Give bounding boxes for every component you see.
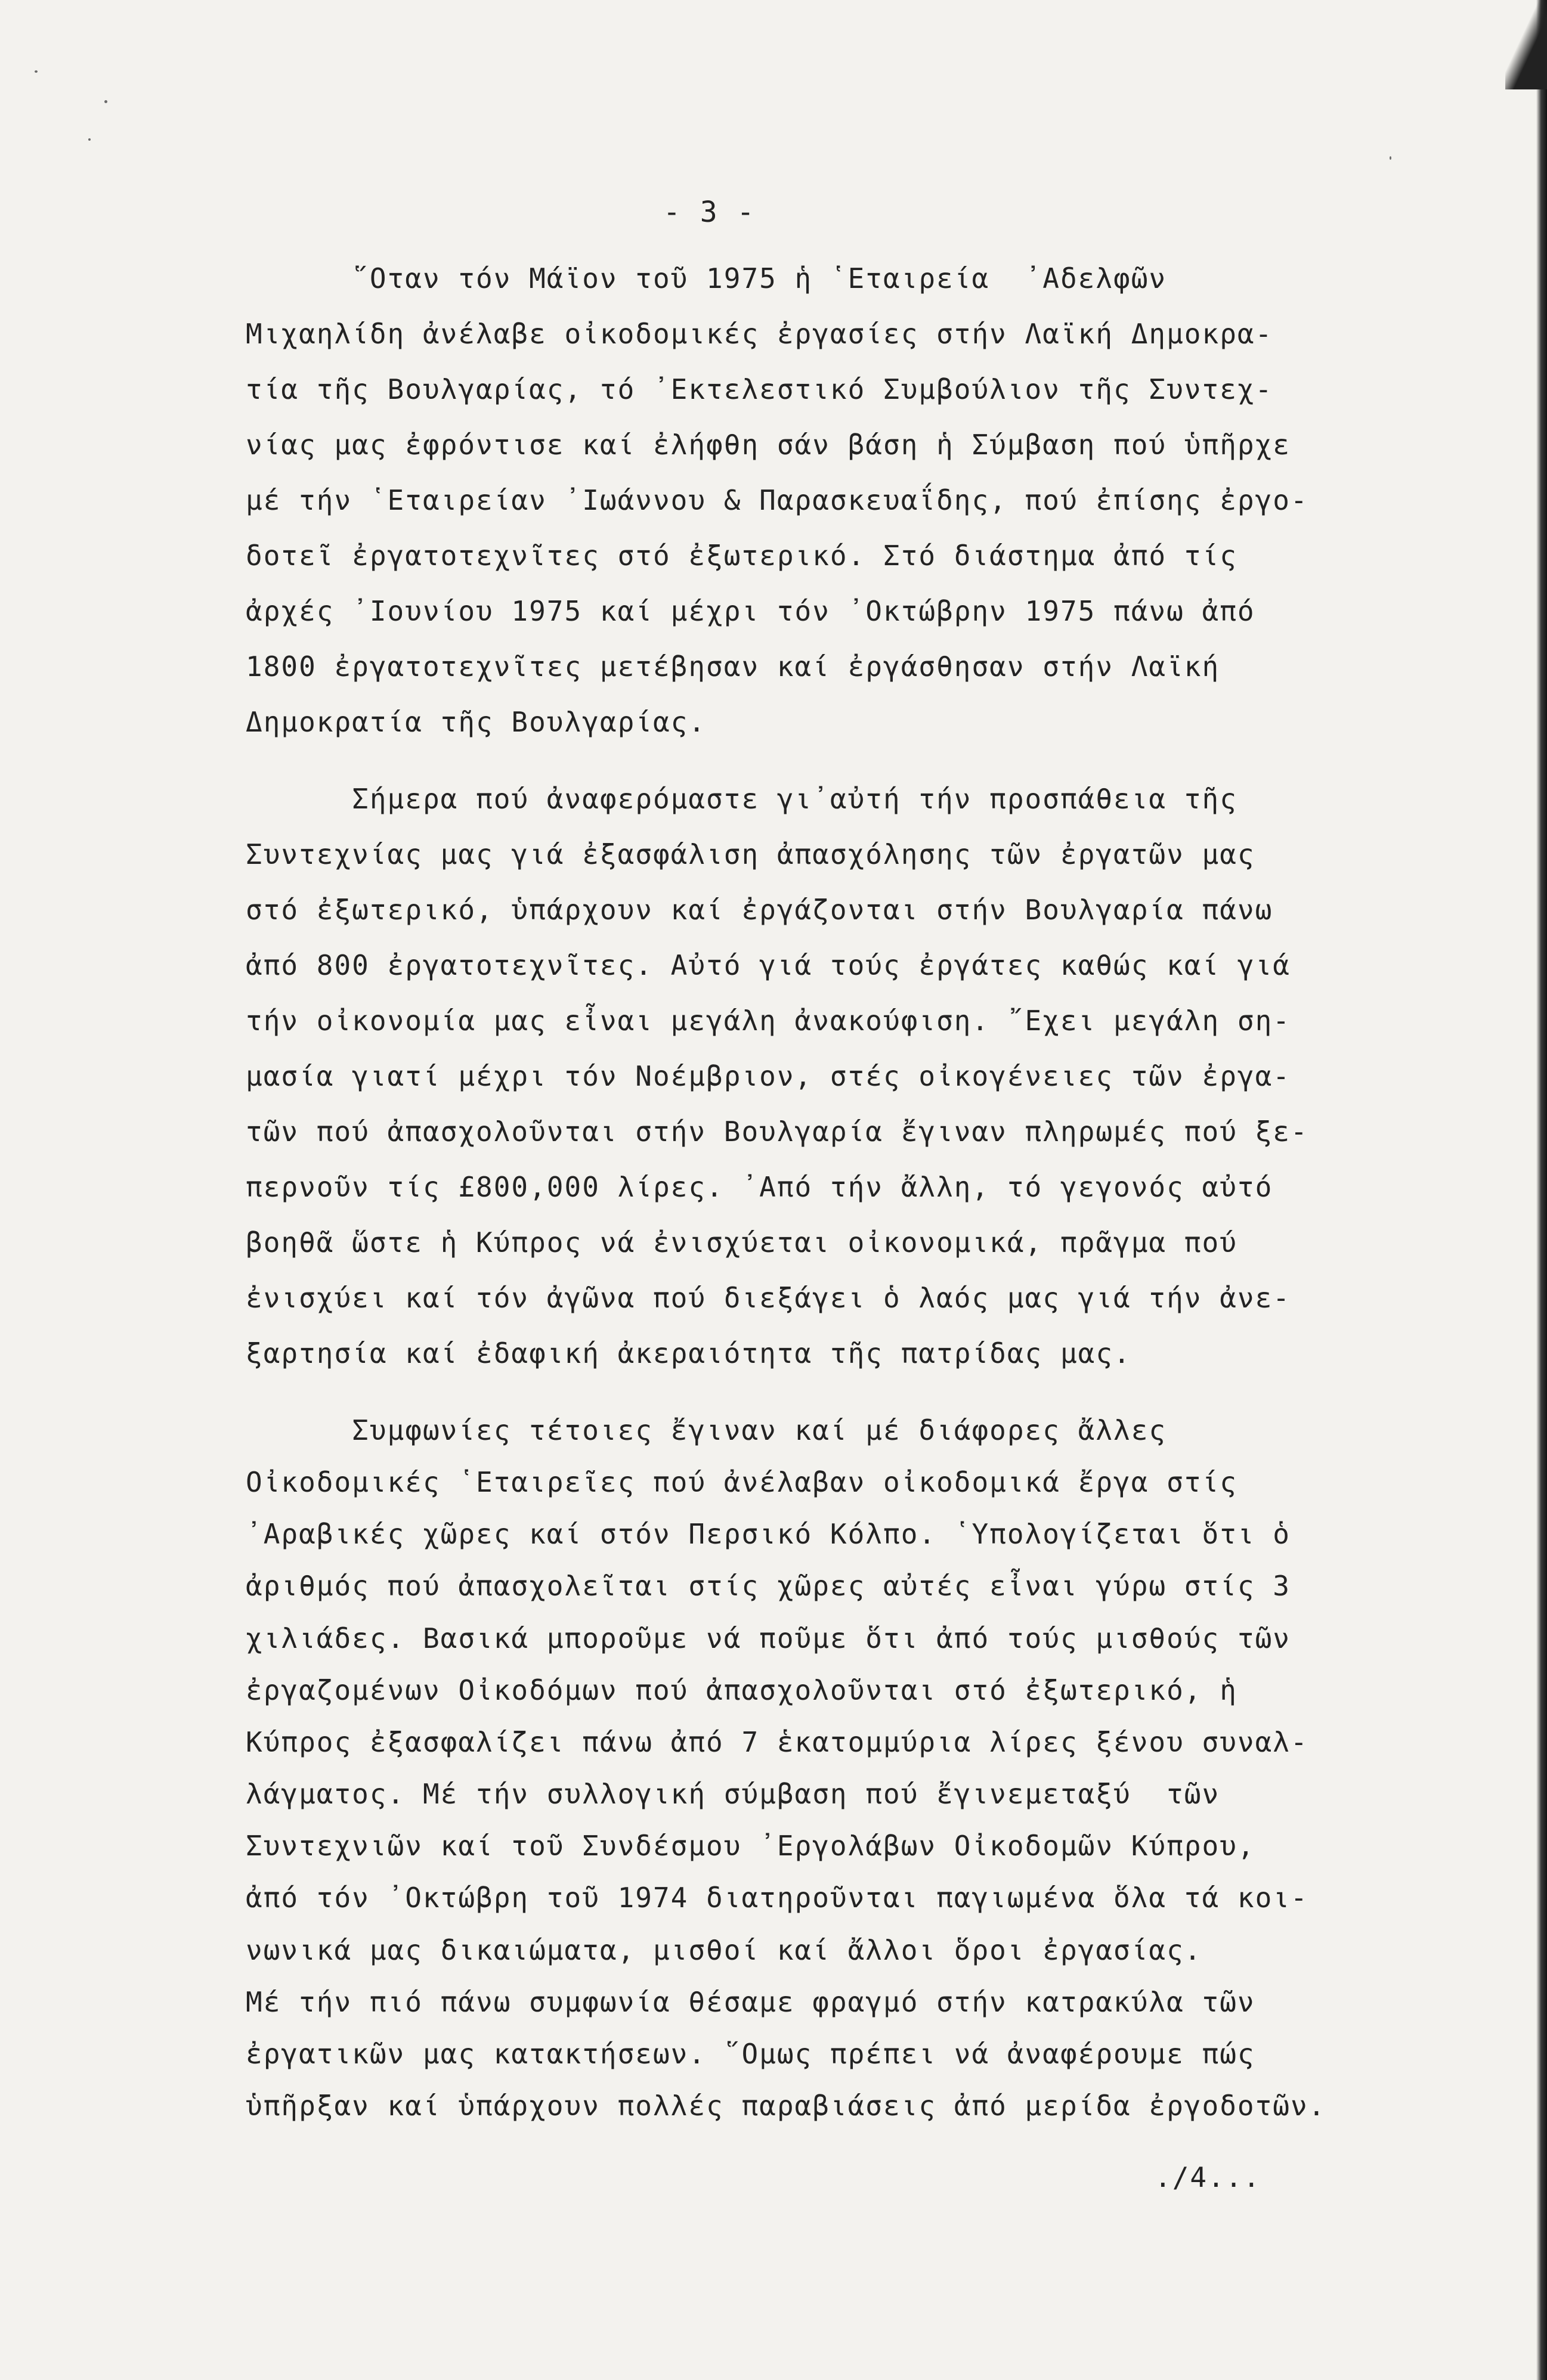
paragraph-line: λάγματος. Μέ τήν συλλογική σύμβαση πού ἔγινεμεταξύ τῶν xyxy=(246,1778,1220,1810)
paragraph-line: ξαρτησία καί ἐδαφική ἀκεραιότητα τῆς πατρίδας μας. xyxy=(246,1337,1131,1369)
paragraph-line: τία τῆς Βουλγαρίας, τό ᾽Εκτελεστικό Συμβούλιον τῆς Συντεχ- xyxy=(246,373,1273,405)
paragraph-line: Συντεχνιῶν καί τοῦ Συνδέσμου ᾽Εργολάβων Οἰκοδομῶν Κύπρου, xyxy=(246,1830,1255,1862)
paragraph-line: μασία γιατί μέχρι τόν Νοέμβριον, στές οἰκογένειες τῶν ἐργα- xyxy=(246,1060,1291,1092)
paragraph-line: Μιχαηλίδη ἀνέλαβε οἰκοδομικές ἐργασίες στήν Λαϊκή Δημοκρα- xyxy=(246,318,1273,350)
paragraph-line: χιλιάδες. Βασικά μποροῦμε νά ποῦμε ὅτι ἀπό τούς μισθούς τῶν xyxy=(246,1622,1291,1654)
continuation-marker: ./4... xyxy=(1155,2161,1261,2193)
scan-speck xyxy=(35,70,38,73)
paragraph-line: ἐνισχύει καί τόν ἀγῶνα πού διεξάγει ὁ λαός μας γιά τήν ἀνε- xyxy=(246,1282,1291,1314)
paragraph-line: ἀρχές ᾽Ιουνίου 1975 καί μέχρι τόν ᾽Οκτώβρην 1975 πάνω ἀπό xyxy=(246,595,1255,627)
paragraph-line: νίας μας ἐφρόντισε καί ἐλήφθη σάν βάση ἡ Σύμβαση πού ὑπῆρχε xyxy=(246,429,1291,461)
paragraph-line: ὑπῆρξαν καί ὑπάρχουν πολλές παραβιάσεις ἀπό μερίδα ἐργοδοτῶν. xyxy=(246,2090,1326,2122)
paragraph-line: Συντεχνίας μας γιά ἐξασφάλιση ἀπασχόλησης τῶν ἐργατῶν μας xyxy=(246,838,1255,870)
paragraph-line: νωνικά μας δικαιώματα, μισθοί καί ἄλλοι ὅροι ἐργασίας. xyxy=(246,1934,1202,1966)
scan-speck xyxy=(104,100,107,103)
paragraph-line: ἀπό τόν ᾽Οκτώβρη τοῦ 1974 διατηροῦνται παγιωμένα ὅλα τά κοι- xyxy=(246,1882,1308,1914)
paragraph-line: Σήμερα πού ἀναφερόμαστε γι᾽αὐτή τήν προσπάθεια τῆς xyxy=(246,783,1237,815)
paragraph-line: δοτεῖ ἐργατοτεχνῖτες στό ἐξωτερικό. Στό διάστημα ἀπό τίς xyxy=(246,540,1237,572)
paragraph-line: τῶν πού ἀπασχολοῦνται στήν Βουλγαρία ἔγιναν πληρωμές πού ξε- xyxy=(246,1115,1308,1148)
paragraph-line: περνοῦν τίς £800,000 λίρες. ᾽Από τήν ἄλλη, τό γεγονός αὐτό xyxy=(246,1171,1273,1203)
scan-corner-shadow xyxy=(1505,0,1547,89)
paragraph-line: Κύπρος ἐξασφαλίζει πάνω ἀπό 7 ἑκατομμύρια λίρες ξένου συναλ- xyxy=(246,1726,1308,1758)
paragraph-line: ἀριθμός πού ἀπασχολεῖται στίς χῶρες αὐτές εἶναι γύρω στίς 3 xyxy=(246,1570,1291,1602)
paragraph-line: ἐργατικῶν μας κατακτήσεων. ῞Ομως πρέπει νά ἀναφέρουμε πώς xyxy=(246,2038,1255,2070)
paragraph-line: στό ἐξωτερικό, ὑπάρχουν καί ἐργάζονται στήν Βουλγαρία πάνω xyxy=(246,894,1273,926)
paragraph-line: μέ τήν ῾Εταιρείαν ᾽Ιωάννου & Παρασκευαΐδης, πού ἐπίσης ἐργο- xyxy=(246,484,1308,516)
scan-edge-shadow xyxy=(1536,0,1547,2380)
paragraph-line: 1800 ἐργατοτεχνῖτες μετέβησαν καί ἐργάσθησαν στήν Λαϊκή xyxy=(246,650,1220,683)
paragraph-line: Μέ τήν πιό πάνω συμφωνία θέσαμε φραγμό στήν κατρακύλα τῶν xyxy=(246,1986,1255,2018)
paragraph-line: Συμφωνίες τέτοιες ἔγιναν καί μέ διάφορες ἄλλες xyxy=(246,1414,1167,1446)
paragraph-line: Οἰκοδομικές ῾Εταιρεῖες πού ἀνέλαβαν οἰκοδομικά ἔργα στίς xyxy=(246,1466,1237,1498)
paragraph-line: τήν οἰκονομία μας εἶναι μεγάλη ἀνακούφιση. ῎Εχει μεγάλη ση- xyxy=(246,1005,1291,1037)
page-number: - 3 - xyxy=(663,196,756,229)
paragraph-line: Δημοκρατία τῆς Βουλγαρίας. xyxy=(246,706,707,738)
paragraph-line: βοηθᾶ ὥστε ἡ Κύπρος νά ἐνισχύεται οἰκονομικά, πρᾶγμα πού xyxy=(246,1226,1237,1259)
scan-speck xyxy=(1390,156,1391,160)
paragraph-line: ἐργαζομένων Οἰκοδόμων πού ἀπασχολοῦνται στό ἐξωτερικό, ἡ xyxy=(246,1674,1237,1706)
paragraph-line: ἀπό 800 ἐργατοτεχνῖτες. Αὐτό γιά τούς ἐργάτες καθώς καί γιά xyxy=(246,949,1291,981)
paragraph-line: ᾽Αραβικές χῶρες καί στόν Περσικό Κόλπο. ῾Υπολογίζεται ὅτι ὁ xyxy=(246,1518,1291,1550)
scan-speck xyxy=(88,138,91,141)
paragraph-line: ῞Οταν τόν Μάϊον τοῦ 1975 ἡ ῾Εταιρεία ᾽Αδελφῶν xyxy=(246,262,1167,295)
